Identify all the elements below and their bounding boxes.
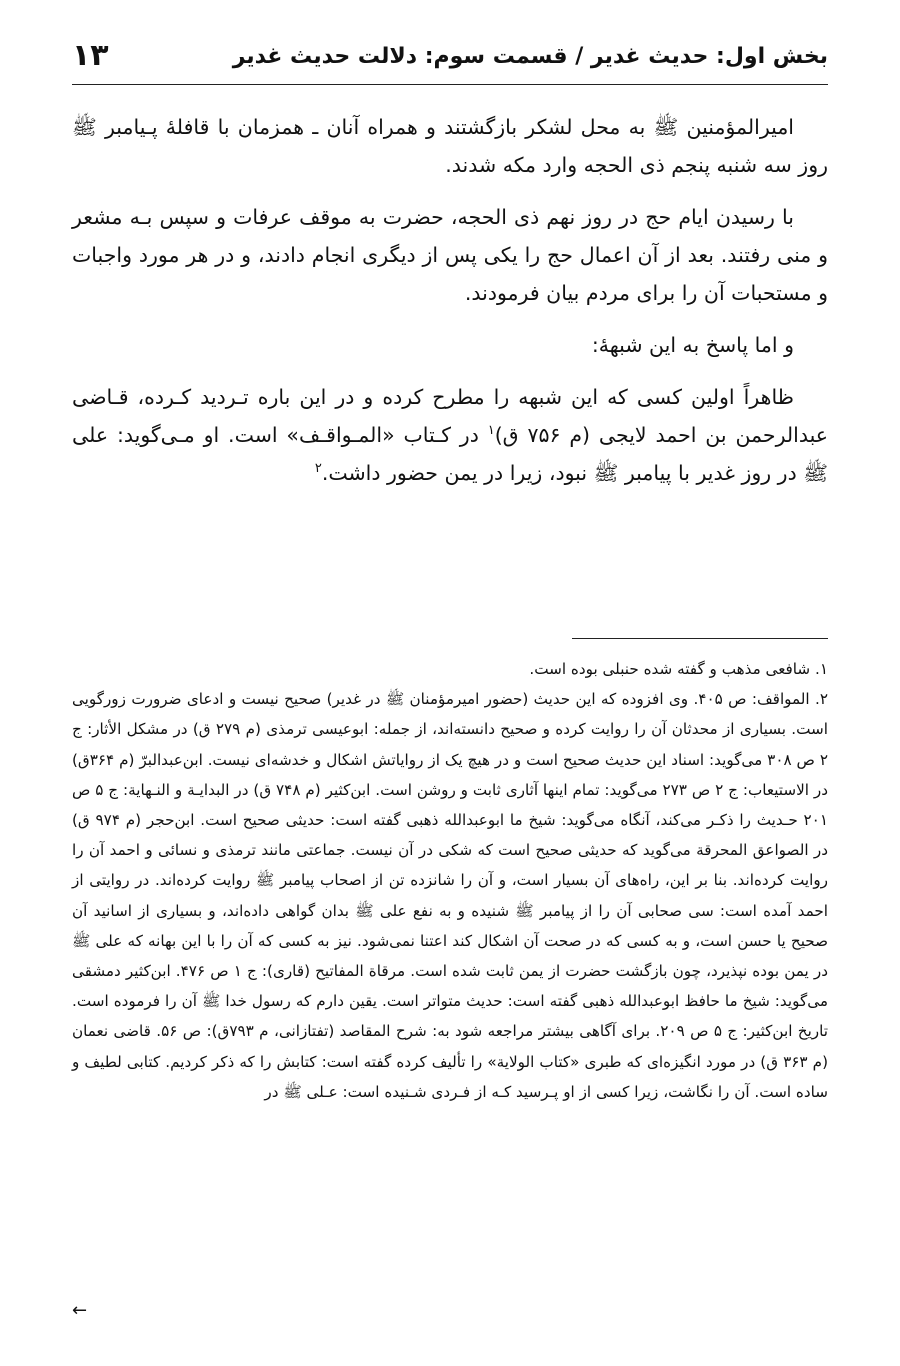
footnotes [72,654,828,1107]
paragraph-2: با رسیدن ایام حج در روز نهم ذی الحجه، حضرت به موقف عرفات و سپس بـه مشعر و منی رفتند. بعد از آن اعمال حج را یکی پس از دیگری انجام دادند، و در هر مورد واجبات و مستحبات آن را برای مردم بیان فرمودند. [72,205,828,305]
main-text [72,108,828,506]
footnote-ref-2[interactable]: ۲ [314,461,322,477]
footnote-2: ۲. المواقف: ص ۴۰۵. وی افزوده که این حدیث (حضور امیرمؤمنان ﷺ در غدیر) صحیح نیست و ادعای ضرورت زورگویی است. بسیاری از محدثان آن را روایت کرده و صحیح دانسته‌اند، از جمله: ابوعیسی ترمذی (م ۲۷۹ ق) در مشکل الأثار: ج ۲ ص ۳۰۸ می‌گوید: اسناد این حدیث صحیح است و در هیچ یک از روایاتش اشکال و خدشه‌ای نیست. ابن‌عبدالبرّ (م ۳۶۴ق) در الاستیعاب: ج ۲ ص ۲۷۳ می‌گوید: تمام اینها آثاری ثابت و روشن است. ابن‌کثیر (م ۷۴۸ ق) در البدایـة و النـهایة: ج ۵ ص ۲۰۱ حـدیث را ذکـر می‌کند، آنگاه می‌گوید: شیخ ما ابوعبدالله ذهبی گفته است: حدیثی صحیح است. ابن‌حجر (م ۹۷۴ ق) در الصواعق المحرقة می‌گوید که حدیثی صحیح است که شکی در آن نیست. جماعتی مانند ترمذی و نسائی و احمد آن را روایت کرده‌اند. بنا بر این، راه‌های آن بسیار است، و آن را شانزده تن از اصحاب پیامبر ﷺ روایت کرده‌اند. در روایتی از احمد آمده است: سی صحابی آن را از پیامبر ﷺ شنیده و به نفع علی ﷺ بدان گواهی داده‌اند، و بسیاری از اسانید آن صحیح یا حسن است، و به کسی که در صحت آن اشکال کند اعتنا نمی‌شود. نیز به کسی که آن را با این بهانه که علی ﷺ در یمن بوده نپذیرد، چون بازگشت حضرت از یمن ثابت شده است. مرقاة المفاتیح (قاری): ج ۱ ص ۴۷۶. ابن‌کثیر دمشقی می‌گوید: شیخ ما حافظ ابوعبدالله ذهبی گفته است: حدیث متواتر است. یقین دارم که رسول خدا ﷺ آن را فرموده است. تاریخ ابن‌کثیر: ج ۵ ص ۲۰۹. برای آگاهی بیشتر مراجعه شود به: شرح المقاصد (تفتازانی، م ۷۹۳ق): ص ۵۶. قاضی نعمان (م ۳۶۳ ق) در مورد انگیزه‌ای که طبری «کتاب الولایة» را تألیف کرده گفته است: کتابش را که ذکر کردیم. کتابی لطیف و ساده است. آن را نگاشت، زیرا کسی از او پـرسید کـه از فـردی شـنیده است: عـلی ﷺ در [72,690,829,1101]
paragraph-4-part-1: ظاهراً اولین کسی که این شبهه را مطرح کرده و در این باره تـردید کـرده، قـاضی عبدالرحمن بن احمد لایجی (م ۷۵۶ ق) [72,385,829,447]
continue-arrow-icon: ← [72,1300,88,1321]
paragraph-4 [72,378,828,492]
footnote-ref-1[interactable]: ۱ [487,423,495,439]
header-title: بخش اول: حدیث غدیر / قسمت سوم: دلالت حدیث غدیر [232,44,828,69]
page-number: ۱۳ [72,38,109,73]
running-header [72,38,828,85]
footnote-1: ۱. شافعی مذهب و گفته شده حنبلی بوده است. [529,660,828,678]
footnote-separator [572,638,828,639]
paragraph-4-part-2: در کـتاب «المـواقـف» است. او مـی‌گوید: علی ﷺ در روز غدیر با پیامبر ﷺ نبود، زیرا در یمن حضور داشت. [72,423,828,485]
paragraph-1: امیرالمؤمنین ﷺ به محل لشکر بازگشتند و همراه آنان ـ همزمان با قافلۀ پـیامبر ﷺ روز سه شنبه پنجم ذی الحجه وارد مکه شدند. [72,115,828,177]
paragraph-3: و اما پاسخ به این شبهۀ: [591,333,794,357]
